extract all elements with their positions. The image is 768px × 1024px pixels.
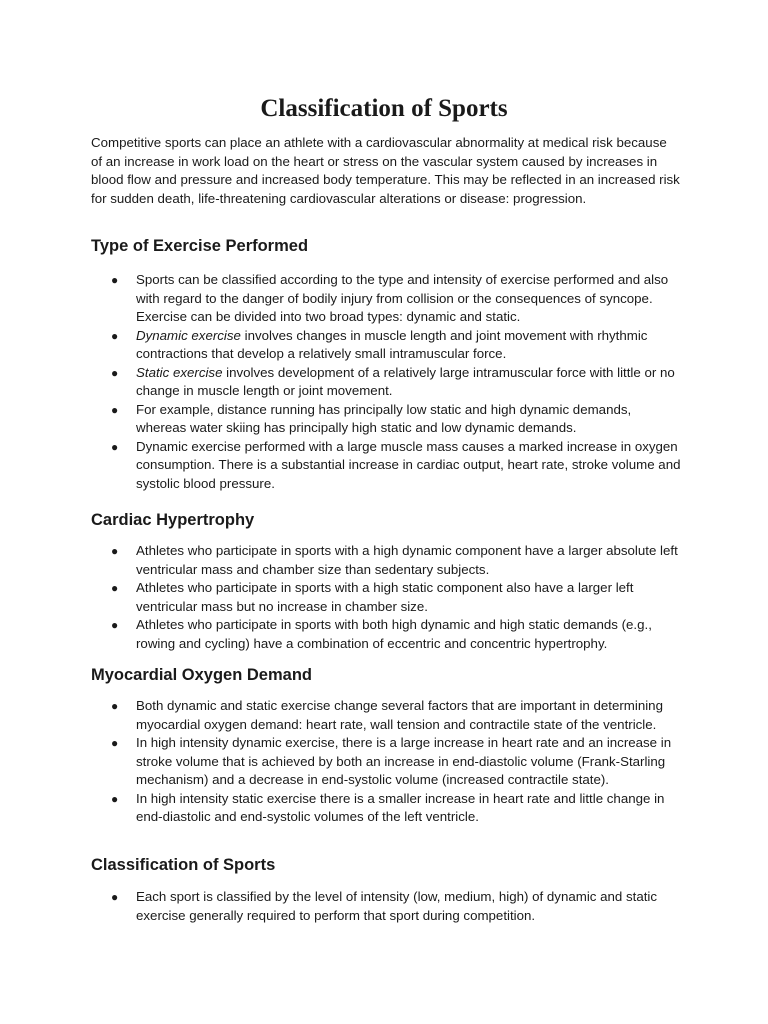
cardiac-hypertrophy-list <box>91 542 691 653</box>
bullet-icon: ● <box>111 273 119 287</box>
bullet-icon: ● <box>111 581 119 595</box>
list-item: ● Athletes who participate in sports with a high dynamic component have a larger absolute left ventricular mass and chamber size than sedentary subjects. <box>111 543 678 577</box>
bullet-icon: ● <box>111 736 119 750</box>
bullet-icon: ● <box>111 890 119 904</box>
intro-paragraph: Competitive sports can place an athlete with a cardiovascular abnormality at medical risk because of an increase in work load on the heart or stress on the vascular system caused by increases in blood flow and pressure and increased body temperature. This may be reflected in an increased risk for sudden death, life-threatening cardiovascular alterations or disease: progression. <box>91 135 680 206</box>
list-item: ● Sports can be classified according to the type and intensity of exercise performed and also with regard to the danger of bodily injury from collision or the consequences of syncope. Exercise can be divided into two broad types: dynamic and static. <box>111 272 669 324</box>
bullet-icon: ● <box>111 402 119 417</box>
bullet-icon: ● <box>111 618 119 632</box>
section-heading-myocardial-oxygen: Myocardial Oxygen Demand <box>91 666 312 684</box>
bullet-icon: ● <box>111 791 119 806</box>
bullet-icon: ● <box>111 365 119 380</box>
list-item: ● Dynamic exercise performed with a large muscle mass causes a marked increase in oxygen consumption. There is a substantial increase in cardiac output, heart rate, stroke volume and systolic blood pressure. <box>111 438 681 491</box>
exercise-type-list <box>91 271 691 493</box>
bullet-icon: ● <box>111 699 119 713</box>
bullet-icon: ● <box>111 439 119 454</box>
list-item: ● For example, distance running has principally low static and high dynamic demands, whereas water skiing has principally high static and low dynamic demands. <box>111 401 632 435</box>
myocardial-oxygen-list <box>91 697 691 827</box>
section-heading-classification: Classification of Sports <box>91 856 276 874</box>
list-item: ● In high intensity static exercise there is a smaller increase in heart rate and little change in end-diastolic and end-systolic volumes of the left ventricle. <box>111 790 665 824</box>
bullet-icon: ● <box>111 328 119 343</box>
section-heading-exercise-type: Type of Exercise Performed <box>91 237 309 255</box>
list-item: ● In high intensity dynamic exercise, there is a large increase in heart rate and an increase in stroke volume that is achieved by both an increase in end-diastolic volume (Frank-Starling mechanism) and a decrease in end-systolic volume (increased contractile state). <box>111 735 672 787</box>
list-item: ● Athletes who participate in sports with both high dynamic and high static demands (e.g., rowing and cycling) have a combination of eccentric and concentric hypertrophy. <box>111 617 652 651</box>
section-heading-cardiac-hypertrophy: Cardiac Hypertrophy <box>91 511 255 529</box>
list-item: ● Each sport is classified by the level of intensity (low, medium, high) of dynamic and static exercise generally required to perform that sport during competition. <box>111 889 658 923</box>
list-item: ● Athletes who participate in sports with a high static component also have a larger left ventricular mass but no increase in chamber size. <box>111 580 634 614</box>
list-item: ● Dynamic exercise involves changes in muscle length and joint movement with rhythmic contractions that develop a relatively small intramuscular force. <box>111 327 648 361</box>
list-item: ● Both dynamic and static exercise change several factors that are important in determining myocardial oxygen demand: heart rate, wall tension and contractile state of the ventricle. <box>111 698 663 732</box>
classification-list <box>91 888 691 925</box>
list-item: ● Static exercise involves development of a relatively large intramuscular force with little or no change in muscle length or joint movement. <box>111 364 675 398</box>
bullet-icon: ● <box>111 544 119 558</box>
page-title: Classification of Sports <box>260 95 508 122</box>
